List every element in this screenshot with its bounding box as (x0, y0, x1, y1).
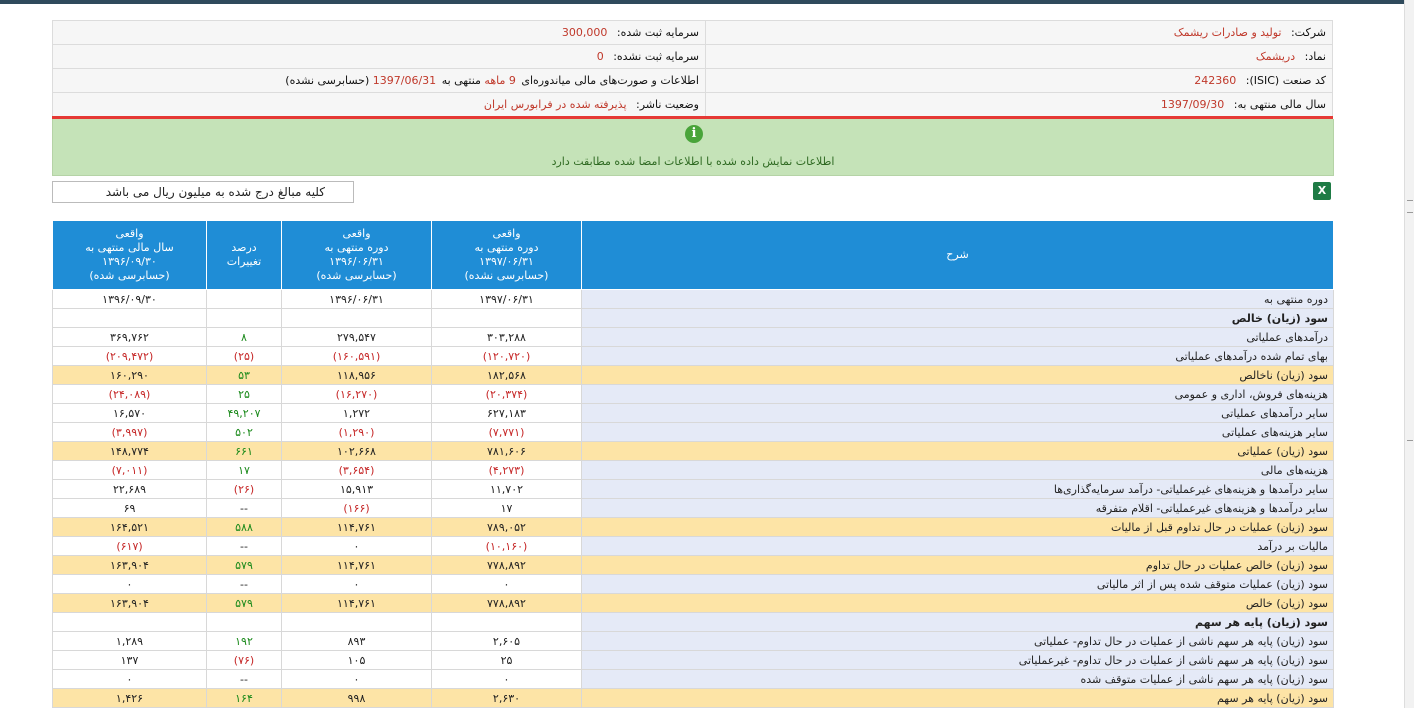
isic-cell (706, 69, 1333, 93)
row-description: بهای تمام شده درآمدهای عملیاتی (582, 347, 1334, 366)
row-value-c3: ۱۹۲ (207, 632, 282, 651)
header-change-percent: درصد تغییرات (207, 221, 282, 290)
row-description: سود (زیان) پایه هر سهم ناشی از عملیات در حال تداوم- عملیاتی (582, 632, 1334, 651)
reg-capital-value: 300,000 (561, 26, 608, 39)
table-row (53, 556, 1334, 575)
header-period-1397: واقعی دوره منتهی به ۱۳۹۷/۰۶/۳۱ (حسابرسی نشده) (432, 221, 582, 290)
table-row (53, 651, 1334, 670)
row-value-c4: (۳,۹۹۷) (53, 423, 207, 442)
row-value-c2: ۰ (282, 575, 432, 594)
row-value-c4: (۷,۰۱۱) (53, 461, 207, 480)
publisher-status-label: وضعیت ناشر: (636, 98, 699, 111)
row-value-c1: (۴,۲۷۳) (432, 461, 582, 480)
row-value-c4: (۲۰۹,۴۷۲) (53, 347, 207, 366)
row-value-c4: ۱۶۰,۲۹۰ (53, 366, 207, 385)
table-header-row (53, 221, 1334, 290)
row-value-c1: ۷۷۸,۸۹۲ (432, 594, 582, 613)
row-description: سود (زیان) خالص عملیات در حال تداوم (582, 556, 1334, 575)
row-value-c2 (282, 613, 432, 632)
row-description: سود (زیان) ناخالص (582, 366, 1334, 385)
row-description: سود (زیان) خالص (582, 309, 1334, 328)
report-title-mid: منتهی به (441, 74, 481, 87)
row-value-c2: (۱,۲۹۰) (282, 423, 432, 442)
row-value-c3: ۴۹,۲۰۷ (207, 404, 282, 423)
row-value-c4: (۶۱۷) (53, 537, 207, 556)
symbol-value: دریشمک (1255, 50, 1296, 63)
row-value-c1: (۱۰,۱۶۰) (432, 537, 582, 556)
row-value-c3: (۲۵) (207, 347, 282, 366)
reg-capital-label: سرمایه ثبت شده: (616, 26, 699, 39)
table-row (53, 613, 1334, 632)
row-value-c4: ۱۳۷ (53, 651, 207, 670)
row-value-c2: ۸۹۳ (282, 632, 432, 651)
row-value-c2: (۳,۶۵۴) (282, 461, 432, 480)
report-title-prefix: اطلاعات و صورت‌های مالی میاندوره‌ای (521, 74, 699, 87)
row-value-c1: (۱۲۰,۷۲۰) (432, 347, 582, 366)
row-value-c3: ۵۷۹ (207, 556, 282, 575)
row-value-c2: ۱,۲۷۲ (282, 404, 432, 423)
row-value-c2: ۱۱۸,۹۵۶ (282, 366, 432, 385)
row-value-c1: ۰ (432, 575, 582, 594)
row-value-c4: ۱,۴۲۶ (53, 689, 207, 708)
scroll-tick (1407, 200, 1413, 201)
unit-note: کلیه مبالغ درج شده به میلیون ریال می باشد (105, 185, 325, 199)
table-row (53, 632, 1334, 651)
unreg-capital-value: 0 (596, 50, 604, 63)
table-row (53, 689, 1334, 708)
row-value-c1: ۶۲۷,۱۸۳ (432, 404, 582, 423)
row-value-c4: ۱۶,۵۷۰ (53, 404, 207, 423)
row-description: دوره منتهی به (582, 290, 1334, 309)
row-value-c4: ۱۶۴,۵۲۱ (53, 518, 207, 537)
verification-notice-text: اطلاعات نمایش داده شده با اطلاعات امضا شده مطابقت دارد (551, 155, 835, 168)
row-description: سایر هزینه‌های عملیاتی (582, 423, 1334, 442)
fiscal-year-value: 1397/09/30 (1160, 98, 1225, 111)
scroll-tick (1407, 440, 1413, 441)
table-row (53, 385, 1334, 404)
table-row (53, 404, 1334, 423)
row-value-c1: ۲,۶۳۰ (432, 689, 582, 708)
row-description: سایر درآمدهای عملیاتی (582, 404, 1334, 423)
symbol-label: نماد: (1304, 50, 1326, 63)
row-description: سود (زیان) خالص (582, 594, 1334, 613)
company-cell (706, 21, 1333, 45)
scroll-tick (1407, 212, 1413, 213)
table-body (53, 290, 1334, 708)
row-value-c1: (۷,۷۷۱) (432, 423, 582, 442)
row-description: سود (زیان) عملیات در حال تداوم قبل از مالیات (582, 518, 1334, 537)
table-row (53, 594, 1334, 613)
row-description: درآمدهای عملیاتی (582, 328, 1334, 347)
row-description: سود (زیان) عملیاتی (582, 442, 1334, 461)
table-row (53, 328, 1334, 347)
row-value-c1: ۰ (432, 670, 582, 689)
excel-export-icon[interactable]: X (1313, 182, 1331, 200)
company-value: تولید و صادرات ریشمک (1173, 26, 1282, 39)
row-description: سایر درآمدها و هزینه‌های غیرعملیاتی- درآمد سرمایه‌گذاری‌ها (582, 480, 1334, 499)
row-value-c2: ۱۱۴,۷۶۱ (282, 556, 432, 575)
income-statement-table (52, 220, 1334, 708)
row-value-c3: -- (207, 575, 282, 594)
company-label: شرکت: (1290, 26, 1326, 39)
row-value-c2: ۱۳۹۶/۰۶/۳۱ (282, 290, 432, 309)
info-icon: i (685, 125, 703, 143)
row-value-c2: ۹۹۸ (282, 689, 432, 708)
row-value-c1: ۷۸۱,۶۰۶ (432, 442, 582, 461)
row-description: هزینه‌های فروش، اداری و عمومی (582, 385, 1334, 404)
row-value-c1: ۱۱,۷۰۲ (432, 480, 582, 499)
row-value-c4: ۱۴۸,۷۷۴ (53, 442, 207, 461)
row-value-c4: ۱۶۳,۹۰۴ (53, 556, 207, 575)
row-value-c2: (۱۶۶) (282, 499, 432, 518)
table-row (53, 575, 1334, 594)
row-value-c4: (۲۴,۰۸۹) (53, 385, 207, 404)
report-title-cell (53, 69, 706, 93)
row-value-c3 (207, 290, 282, 309)
row-value-c3: ۵۳ (207, 366, 282, 385)
row-value-c2: ۱۵,۹۱۳ (282, 480, 432, 499)
table-row (53, 347, 1334, 366)
report-date: 1397/06/31 (372, 74, 437, 87)
table-row (53, 290, 1334, 309)
company-info-table (52, 20, 1333, 117)
row-value-c3 (207, 309, 282, 328)
row-description: سایر درآمدها و هزینه‌های غیرعملیاتی- اقلام متفرقه (582, 499, 1334, 518)
table-row (53, 670, 1334, 689)
table-row (53, 366, 1334, 385)
row-value-c2: ۱۰۵ (282, 651, 432, 670)
row-value-c1: ۲۵ (432, 651, 582, 670)
row-value-c3: -- (207, 499, 282, 518)
row-value-c4: ۶۹ (53, 499, 207, 518)
row-value-c1: ۱۸۲,۵۶۸ (432, 366, 582, 385)
row-value-c3: ۵۷۹ (207, 594, 282, 613)
row-value-c1: ۷۸۹,۰۵۲ (432, 518, 582, 537)
unreg-capital-cell (53, 45, 706, 69)
row-value-c4: ۱۶۳,۹۰۴ (53, 594, 207, 613)
row-description: سود (زیان) پایه هر سهم (582, 689, 1334, 708)
publisher-status-cell (53, 93, 706, 117)
unit-note-box (52, 181, 354, 203)
publisher-status-value: پذیرفته شده در فرابورس ایران (483, 98, 627, 111)
table-row (53, 518, 1334, 537)
table-row (53, 537, 1334, 556)
row-value-c2 (282, 309, 432, 328)
row-value-c3: ۱۷ (207, 461, 282, 480)
row-description: سود (زیان) پایه هر سهم (582, 613, 1334, 632)
unreg-capital-label: سرمایه ثبت نشده: (613, 50, 699, 63)
row-value-c1 (432, 309, 582, 328)
row-description: سود (زیان) پایه هر سهم ناشی از عملیات در حال تداوم- غیرعملیاتی (582, 651, 1334, 670)
isic-label: کد صنعت (ISIC): (1245, 74, 1326, 87)
header-description: شرح (582, 221, 1334, 290)
row-value-c3: -- (207, 537, 282, 556)
report-audit-status: (حسابرسی نشده) (285, 74, 370, 87)
row-value-c2: (۱۶۰,۵۹۱) (282, 347, 432, 366)
fiscal-year-cell (706, 93, 1333, 117)
row-value-c3: ۲۵ (207, 385, 282, 404)
header-fiscal-1396: واقعی سال مالی منتهی به ۱۳۹۶/۰۹/۳۰ (حسابرسی شده) (53, 221, 207, 290)
row-value-c2: ۲۷۹,۵۴۷ (282, 328, 432, 347)
row-value-c1: ۱۷ (432, 499, 582, 518)
row-value-c4: ۱,۲۸۹ (53, 632, 207, 651)
row-value-c3: (۲۶) (207, 480, 282, 499)
row-value-c4: ۲۲,۶۸۹ (53, 480, 207, 499)
row-value-c4 (53, 613, 207, 632)
row-value-c4: ۱۳۹۶/۰۹/۳۰ (53, 290, 207, 309)
row-value-c2: ۱۰۲,۶۶۸ (282, 442, 432, 461)
row-description: سود (زیان) عملیات متوقف شده پس از اثر مالیاتی (582, 575, 1334, 594)
row-value-c3: (۷۶) (207, 651, 282, 670)
report-period: 9 ماهه (484, 74, 516, 87)
row-description: مالیات بر درآمد (582, 537, 1334, 556)
table-row (53, 480, 1334, 499)
row-value-c4: ۰ (53, 575, 207, 594)
table-row (53, 442, 1334, 461)
row-value-c3: -- (207, 670, 282, 689)
row-description: سود (زیان) پایه هر سهم ناشی از عملیات متوقف شده (582, 670, 1334, 689)
isic-value: 242360 (1194, 74, 1237, 87)
header-period-1396: واقعی دوره منتهی به ۱۳۹۶/۰۶/۳۱ (حسابرسی شده) (282, 221, 432, 290)
fiscal-year-label: سال مالی منتهی به: (1233, 98, 1326, 111)
row-value-c3: ۸ (207, 328, 282, 347)
row-value-c3: ۵۸۸ (207, 518, 282, 537)
row-value-c3: ۱۶۴ (207, 689, 282, 708)
row-value-c1: ۷۷۸,۸۹۲ (432, 556, 582, 575)
row-value-c1: ۳۰۳,۲۸۸ (432, 328, 582, 347)
row-value-c1: ۱۳۹۷/۰۶/۳۱ (432, 290, 582, 309)
symbol-cell (706, 45, 1333, 69)
row-value-c1: ۲,۶۰۵ (432, 632, 582, 651)
row-value-c1: (۲۰,۳۷۴) (432, 385, 582, 404)
row-value-c4: ۳۶۹,۷۶۲ (53, 328, 207, 347)
row-value-c2: (۱۶,۲۷۰) (282, 385, 432, 404)
table-row (53, 309, 1334, 328)
row-value-c3 (207, 613, 282, 632)
row-value-c2: ۰ (282, 670, 432, 689)
table-row (53, 423, 1334, 442)
page-scrollbar[interactable] (1404, 0, 1414, 708)
row-description: هزینه‌های مالی (582, 461, 1334, 480)
row-value-c4: ۰ (53, 670, 207, 689)
row-value-c4 (53, 309, 207, 328)
row-value-c2: ۱۱۴,۷۶۱ (282, 594, 432, 613)
row-value-c3: ۵۰۲ (207, 423, 282, 442)
table-row (53, 499, 1334, 518)
row-value-c1 (432, 613, 582, 632)
reg-capital-cell (53, 21, 706, 45)
top-bar (0, 0, 1404, 4)
row-value-c3: ۶۶۱ (207, 442, 282, 461)
row-value-c2: ۰ (282, 537, 432, 556)
table-row (53, 461, 1334, 480)
row-value-c2: ۱۱۴,۷۶۱ (282, 518, 432, 537)
verification-notice (52, 119, 1334, 176)
